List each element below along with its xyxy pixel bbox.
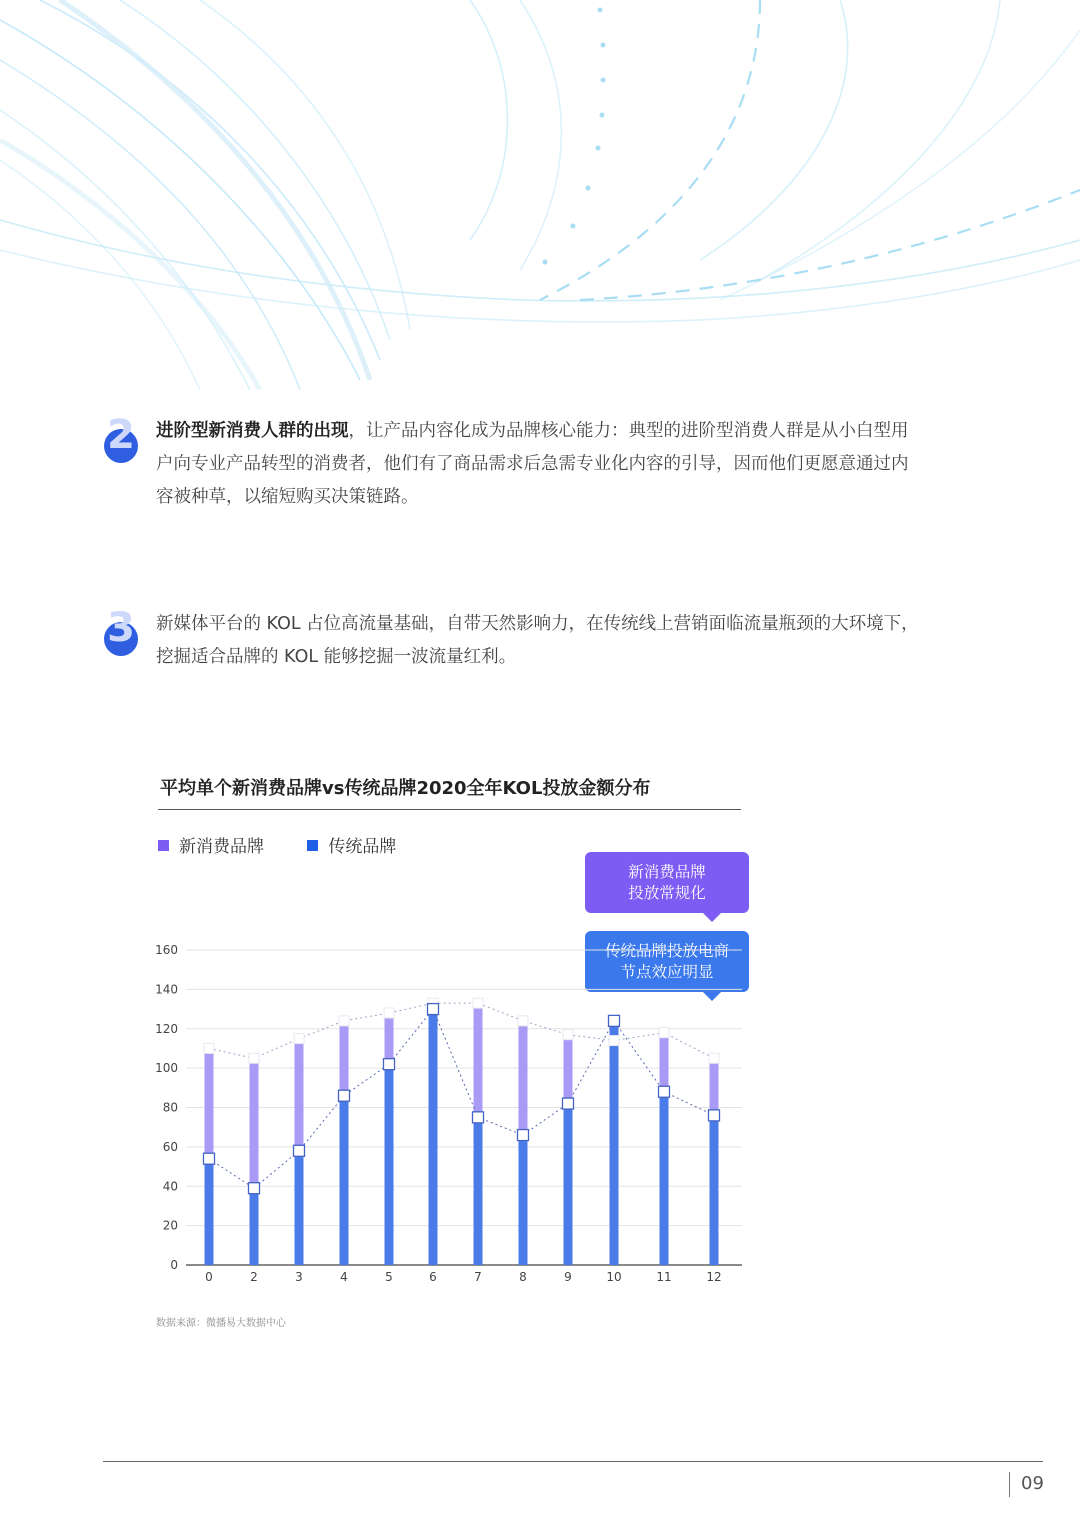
marker-new-brand bbox=[473, 998, 483, 1008]
marker-new-brand bbox=[294, 1034, 304, 1044]
bar-traditional-brand bbox=[295, 1151, 304, 1265]
x-tick-label: 3 bbox=[295, 1270, 303, 1284]
bar-new-brand bbox=[564, 1035, 573, 1265]
marker-traditional-brand bbox=[659, 1086, 670, 1097]
y-tick-label: 80 bbox=[162, 1100, 178, 1115]
chart-title: 平均单个新消费品牌vs传统品牌2020全年KOL投放金额分布 bbox=[160, 778, 651, 799]
marker-traditional-brand bbox=[339, 1090, 350, 1101]
point-3 bbox=[103, 605, 983, 674]
x-tick-label: 6 bbox=[429, 1270, 437, 1284]
bar-new-brand bbox=[710, 1058, 719, 1265]
page-number-separator bbox=[1009, 1472, 1010, 1497]
bar-new-brand bbox=[340, 1021, 349, 1265]
marker-traditional-brand bbox=[204, 1153, 215, 1164]
marker-traditional-brand bbox=[249, 1183, 260, 1194]
point-2-emphasis: 进阶型新消费人群的出现 bbox=[156, 421, 349, 441]
bar-traditional-brand bbox=[340, 1096, 349, 1265]
marker-traditional-brand bbox=[609, 1015, 620, 1026]
bar-traditional-brand bbox=[610, 1021, 619, 1265]
bar-new-brand bbox=[250, 1058, 259, 1265]
y-tick-label: 100 bbox=[155, 1061, 178, 1076]
decorative-swirl-background bbox=[0, 0, 1080, 390]
marker-new-brand bbox=[518, 1016, 528, 1026]
marker-traditional-brand bbox=[709, 1110, 720, 1121]
bar-new-brand bbox=[295, 1039, 304, 1265]
y-tick-label: 120 bbox=[155, 1021, 178, 1036]
y-tick-label: 0 bbox=[170, 1258, 178, 1272]
bar-traditional-brand bbox=[710, 1115, 719, 1265]
point-2-text: 进阶型新消费人群的出现，让产品内容化成为品牌核心能力：典型的进阶型消费人群是从小白型用 户向专业产品转型的消费者，他们有了商品需求后急需专业化内容的引导，因而他们更愿意通过内 容被种草，以缩短购买决策链路。 bbox=[156, 421, 909, 507]
marker-new-brand bbox=[339, 1016, 349, 1026]
marker-new-brand bbox=[204, 1043, 214, 1053]
x-tick-label: 8 bbox=[519, 1270, 527, 1284]
chart-legend bbox=[158, 832, 434, 857]
x-tick-label: 12 bbox=[706, 1270, 722, 1284]
marker-new-brand bbox=[659, 1028, 669, 1038]
bar-new-brand bbox=[660, 1033, 669, 1265]
x-tick-label: 2 bbox=[250, 1270, 258, 1284]
bar-new-brand bbox=[429, 1003, 438, 1265]
bar-new-brand bbox=[205, 1048, 214, 1265]
y-tick-label: 60 bbox=[162, 1139, 178, 1154]
marker-traditional-brand bbox=[384, 1059, 395, 1070]
x-tick-label: 11 bbox=[656, 1270, 672, 1284]
marker-new-brand bbox=[563, 1030, 573, 1040]
x-tick-label: 10 bbox=[606, 1270, 622, 1284]
bar-traditional-brand bbox=[564, 1104, 573, 1265]
marker-new-brand bbox=[709, 1053, 719, 1063]
marker-traditional-brand bbox=[563, 1098, 574, 1109]
number-2-icon: 2 bbox=[103, 417, 139, 461]
page-number: 09 bbox=[1021, 1473, 1044, 1494]
y-tick-label: 40 bbox=[162, 1179, 178, 1194]
point-3-text: 新媒体平台的 KOL 占位高流量基础，自带天然影响力，在传统线上营销面临流量瓶颈的大环境下， 挖掘适合品牌的 KOL 能够挖掘一波流量红利。 bbox=[156, 614, 919, 667]
bar-traditional-brand bbox=[385, 1064, 394, 1265]
line-traditional-brand bbox=[209, 1009, 714, 1188]
marker-traditional-brand bbox=[473, 1112, 484, 1123]
marker-new-brand bbox=[609, 1036, 619, 1046]
bar-new-brand bbox=[474, 1003, 483, 1265]
marker-new-brand bbox=[384, 1008, 394, 1018]
bar-traditional-brand bbox=[519, 1135, 528, 1265]
bar-new-brand bbox=[519, 1021, 528, 1265]
line-new-brand bbox=[209, 1003, 714, 1058]
callout-traditional-brand: 传统品牌投放电商 节点效应明显 bbox=[585, 931, 749, 992]
legend-swatch-traditional-brand bbox=[307, 840, 318, 851]
data-source-note: 数据来源：微播易大数据中心 bbox=[156, 1318, 286, 1329]
bar-traditional-brand bbox=[660, 1092, 669, 1265]
callout-new-brand: 新消费品牌 投放常规化 bbox=[585, 852, 749, 913]
bar-traditional-brand bbox=[474, 1117, 483, 1265]
x-tick-label: 0 bbox=[205, 1270, 213, 1284]
y-tick-label: 160 bbox=[155, 943, 178, 957]
marker-new-brand bbox=[249, 1053, 259, 1063]
legend-swatch-new-brand bbox=[158, 840, 169, 851]
footer-rule bbox=[103, 1461, 1043, 1462]
legend-item-traditional-brand: 传统品牌 bbox=[307, 832, 396, 857]
y-tick-label: 140 bbox=[155, 982, 178, 997]
marker-traditional-brand bbox=[518, 1130, 529, 1141]
number-3-icon: 3 bbox=[103, 610, 139, 654]
bar-traditional-brand bbox=[429, 1009, 438, 1265]
x-tick-label: 9 bbox=[564, 1270, 572, 1284]
legend-item-new-brand: 新消费品牌 bbox=[158, 832, 264, 857]
bar-traditional-brand bbox=[205, 1159, 214, 1265]
bar-traditional-brand bbox=[250, 1188, 259, 1265]
y-tick-label: 20 bbox=[162, 1218, 178, 1233]
bar-new-brand bbox=[385, 1013, 394, 1265]
bar-new-brand bbox=[610, 1021, 619, 1265]
marker-traditional-brand bbox=[294, 1145, 305, 1156]
point-2 bbox=[103, 412, 983, 514]
marker-new-brand bbox=[428, 998, 438, 1008]
x-tick-label: 4 bbox=[340, 1270, 348, 1284]
marker-traditional-brand bbox=[428, 1004, 439, 1015]
x-tick-label: 7 bbox=[474, 1270, 482, 1284]
x-tick-label: 5 bbox=[385, 1270, 393, 1284]
chart-title-underline bbox=[158, 809, 741, 810]
